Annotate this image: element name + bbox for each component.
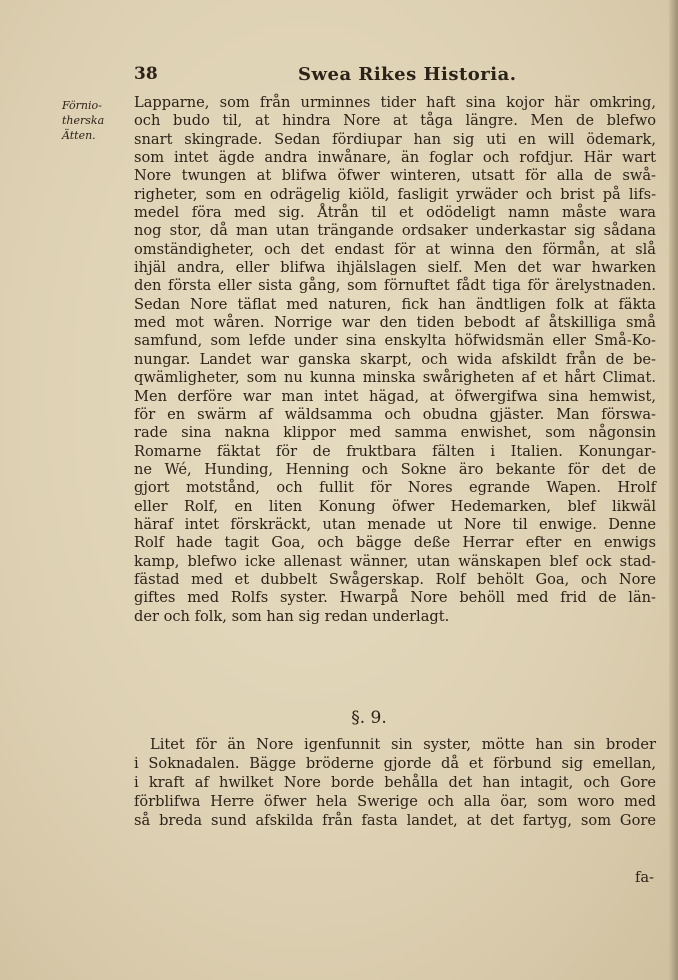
text-line: Rolf hade tagit Goa, och bägge deße Herrar efter en enwigs bbox=[134, 534, 656, 552]
text-line: snart skingrade. Sedan fördiupar han sig uti en will ödemark, bbox=[134, 130, 656, 148]
text-line: gjort motstånd, och fullit för Nores egrande Wapen. Hrolf bbox=[134, 479, 656, 497]
text-line: ihjäl andra, eller blifwa ihjälslagen sielf. Men det war hwarken bbox=[134, 259, 656, 277]
page-header bbox=[128, 64, 648, 88]
text-line: och budo til, at hindra Nore at tåga längre. Men de blefwo bbox=[134, 112, 656, 130]
text-line: Litet för än Nore igenfunnit sin syster, mötte han sin broder bbox=[150, 736, 656, 753]
text-line: omständigheter, och det endast för at winna den förmån, at slå bbox=[134, 240, 656, 258]
text-line: rade sina nakna klippor med samma enwishet, som någonsin bbox=[134, 424, 656, 442]
text-line: som intet ägde andra inwånare, än foglar och rofdjur. Här wart bbox=[134, 149, 656, 167]
text-line: fästad med et dubbelt Swågerskap. Rolf behölt Goa, och Nore bbox=[134, 570, 656, 588]
text-line: för en swärm af wäldsamma och obudna gjäster. Man förswa- bbox=[134, 405, 656, 423]
text-line: kamp, blefwo icke allenast wänner, utan wänskapen blef ock stad- bbox=[134, 552, 656, 570]
text-line: samfund, som lefde under sina enskylta höfwidsmän eller Små-Ko- bbox=[134, 332, 656, 350]
text-line: med mot wåren. Norrige war den tiden bebodt af åtskilliga små bbox=[134, 314, 656, 332]
text-line: eller Rolf, en liten Konung öfwer Hedemarken, blef likwäl bbox=[134, 497, 656, 515]
paragraph-2 bbox=[134, 735, 656, 830]
margin-note-line: therska bbox=[62, 114, 105, 127]
text-line: giftes med Rolfs syster. Hwarpå Nore behöll med frid de län- bbox=[134, 589, 656, 607]
page-edge bbox=[669, 0, 678, 980]
text-line: den första eller sista gång, som förnuftet fådt tiga för ärelystnaden. bbox=[134, 277, 656, 295]
text-line: häraf intet förskräckt, utan menade ut Nore til enwige. Denne bbox=[134, 515, 656, 533]
text-line: Lapparne, som från urminnes tider haft sina kojor här omkring, bbox=[134, 94, 656, 111]
margin-note-line: Ätten. bbox=[62, 129, 96, 142]
margin-note bbox=[62, 98, 124, 143]
text-line: der och folk, som han sig redan underlagt. bbox=[134, 607, 450, 625]
text-line: medel föra med sig. Åtrån til et odödeligt namn måste wara bbox=[134, 204, 656, 222]
text-line: så breda sund afskilda från fasta landet, at det fartyg, som Gore bbox=[134, 812, 656, 829]
text-line: nog stor, då man utan trängande ordsaker underkastar sig sådana bbox=[134, 222, 656, 240]
text-line: Nore twungen at blifwa öfwer winteren, utsatt för alla de swå- bbox=[134, 167, 656, 185]
text-line: Men derföre war man intet hägad, at öfwergifwa sina hemwist, bbox=[134, 387, 656, 405]
text-line: Sedan Nore täflat med naturen, fick han ändtligen folk at fäkta bbox=[134, 295, 656, 313]
section-heading: §. 9. bbox=[351, 708, 387, 728]
catchword: fa- bbox=[634, 869, 654, 886]
text-line: righeter, som en odrägelig kiöld, fasligit yrwäder och brist på lifs- bbox=[134, 185, 656, 203]
text-line: ne Wé, Hunding, Henning och Sokne äro bekante för det de bbox=[134, 460, 656, 478]
margin-note-line: Förnio- bbox=[62, 99, 102, 112]
text-line: i kraft af hwilket Nore borde behålla det han intagit, och Gore bbox=[134, 774, 656, 791]
text-line: nungar. Landet war ganska skarpt, och wida afskildt från de be- bbox=[134, 350, 656, 368]
page-number: 38 bbox=[134, 64, 158, 84]
text-line: Romarne fäktat för de fruktbara fälten i Italien. Konungar- bbox=[134, 442, 656, 460]
text-line: i Soknadalen. Bägge bröderne gjorde då et förbund sig emellan, bbox=[134, 755, 656, 772]
paragraph-1 bbox=[134, 94, 656, 626]
text-line: qwämligheter, som nu kunna minska swårigheten af et hårt Climat. bbox=[134, 369, 656, 387]
running-title: Swea Rikes Historia. bbox=[298, 64, 517, 85]
text-line: förblifwa Herre öfwer hela Swerige och alla öar, som woro med bbox=[134, 793, 656, 810]
